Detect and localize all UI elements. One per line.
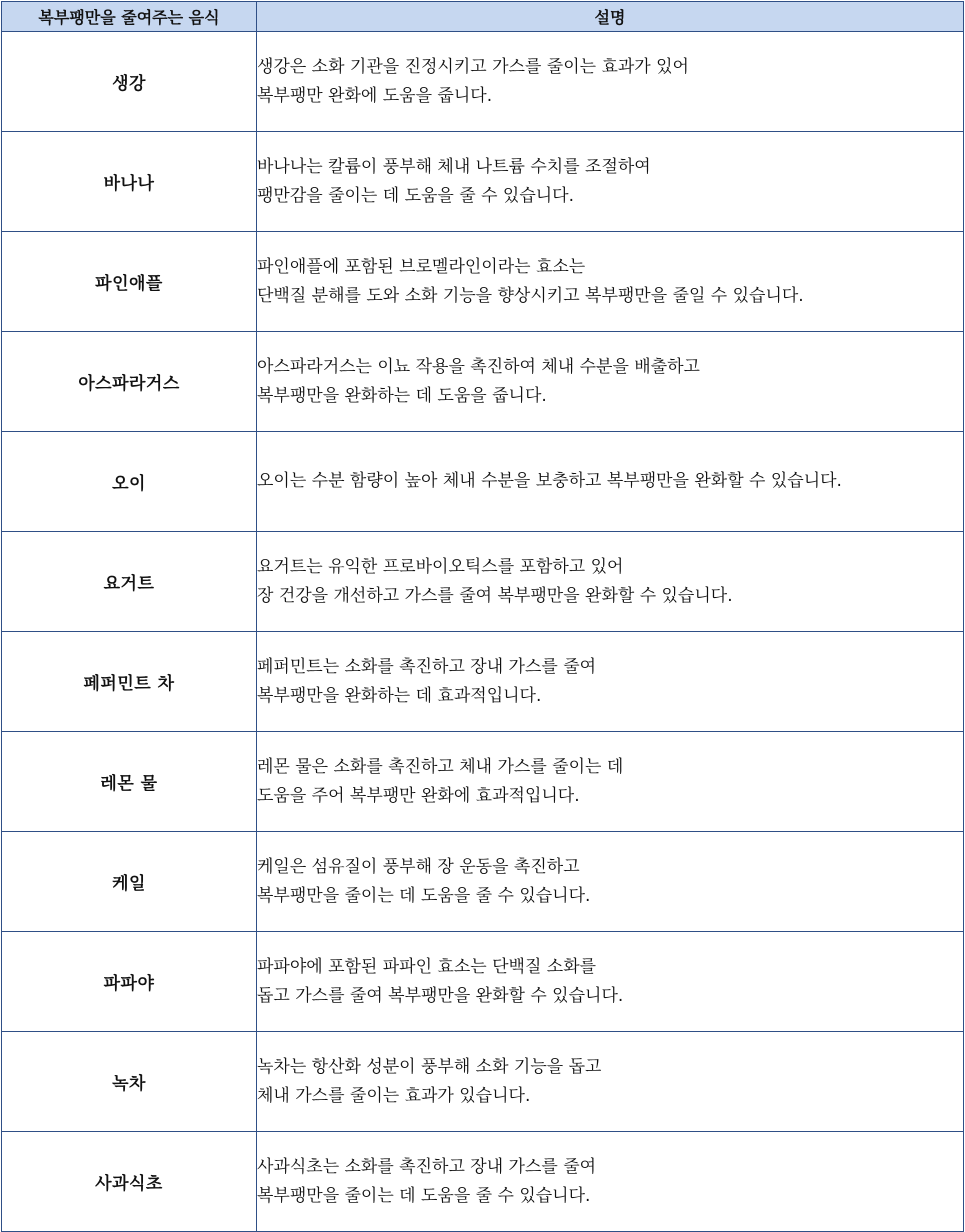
- table-row: [2, 1132, 964, 1232]
- description-line: 체내 가스를 줄이는 효과가 있습니다.: [257, 1085, 531, 1106]
- table-row: [2, 632, 964, 732]
- food-name: 케일: [2, 832, 257, 932]
- description-line: 복부팽만 완화에 도움을 줍니다.: [257, 85, 493, 106]
- table-row: [2, 1032, 964, 1132]
- food-description: [257, 832, 964, 932]
- description-line: 사과식초는 소화를 촉진하고 장내 가스를 줄여: [257, 1156, 597, 1177]
- description-line: 바나나는 칼륨이 풍부해 체내 나트륨 수치를 조절하여: [257, 156, 651, 177]
- food-description: [257, 332, 964, 432]
- food-name: 바나나: [2, 132, 257, 232]
- description-line: 팽만감을 줄이는 데 도움을 줄 수 있습니다.: [257, 185, 575, 206]
- food-description: [257, 32, 964, 132]
- table-row: [2, 932, 964, 1032]
- food-description: [257, 632, 964, 732]
- food-name: 아스파라거스: [2, 332, 257, 432]
- table-row: [2, 32, 964, 132]
- description-line: 도움을 주어 복부팽만 완화에 효과적입니다.: [257, 785, 580, 806]
- description-line: 요거트는 유익한 프로바이오틱스를 포함하고 있어: [257, 556, 624, 577]
- description-line: 오이는 수분 함량이 높아 체내 수분을 보충하고 복부팽만을 완화할 수 있습니다.: [257, 471, 842, 491]
- food-description: [257, 232, 964, 332]
- description-line: 복부팽만을 완화하는 데 도움을 줍니다.: [257, 385, 547, 406]
- table-row: [2, 332, 964, 432]
- table-body: [2, 32, 964, 1232]
- food-name: 생강: [2, 32, 257, 132]
- table-row: [2, 532, 964, 632]
- table-row: [2, 232, 964, 332]
- table-row: [2, 832, 964, 932]
- description-line: 파파야에 포함된 파파인 효소는 단백질 소화를: [257, 956, 597, 977]
- description-line: 단백질 분해를 도와 소화 기능을 향상시키고 복부팽만을 줄일 수 있습니다.: [257, 285, 804, 306]
- food-name: 요거트: [2, 532, 257, 632]
- food-name: 파인애플: [2, 232, 257, 332]
- header-food: 복부팽만을 줄여주는 음식: [2, 2, 257, 32]
- header-row: [2, 2, 964, 32]
- description-line: 돕고 가스를 줄여 복부팽만을 완화할 수 있습니다.: [257, 985, 624, 1006]
- food-name: 페퍼민트 차: [2, 632, 257, 732]
- table-row: [2, 732, 964, 832]
- header-description: 설명: [257, 2, 964, 32]
- food-name: 파파야: [2, 932, 257, 1032]
- food-description: [257, 732, 964, 832]
- description-line: 장 건강을 개선하고 가스를 줄여 복부팽만을 완화할 수 있습니다.: [257, 585, 733, 606]
- table-row: [2, 132, 964, 232]
- food-name: 오이: [2, 432, 257, 532]
- food-table: [1, 1, 964, 1232]
- food-name: 레몬 물: [2, 732, 257, 832]
- food-description: [257, 532, 964, 632]
- description-line: 복부팽만을 줄이는 데 도움을 줄 수 있습니다.: [257, 1185, 591, 1206]
- description-line: 복부팽만을 줄이는 데 도움을 줄 수 있습니다.: [257, 885, 591, 906]
- table-row: [2, 432, 964, 532]
- food-name: 녹차: [2, 1032, 257, 1132]
- description-line: 녹차는 항산화 성분이 풍부해 소화 기능을 돕고: [257, 1056, 602, 1077]
- description-line: 생강은 소화 기관을 진정시키고 가스를 줄이는 효과가 있어: [257, 56, 689, 77]
- description-line: 레몬 물은 소화를 촉진하고 체내 가스를 줄이는 데: [257, 756, 624, 777]
- description-line: 아스파라거스는 이뇨 작용을 촉진하여 체내 수분을 배출하고: [257, 356, 700, 377]
- table-header: [2, 2, 964, 32]
- food-description: [257, 1132, 964, 1232]
- food-description: [257, 932, 964, 1032]
- description-line: 케일은 섬유질이 풍부해 장 운동을 촉진하고: [257, 856, 580, 877]
- food-description: [257, 1032, 964, 1132]
- food-description: [257, 132, 964, 232]
- description-line: 복부팽만을 완화하는 데 효과적입니다.: [257, 685, 542, 706]
- food-name: 사과식초: [2, 1132, 257, 1232]
- food-description: [257, 432, 964, 532]
- description-line: 페퍼민트는 소화를 촉진하고 장내 가스를 줄여: [257, 656, 597, 677]
- description-line: 파인애플에 포함된 브로멜라인이라는 효소는: [257, 256, 586, 277]
